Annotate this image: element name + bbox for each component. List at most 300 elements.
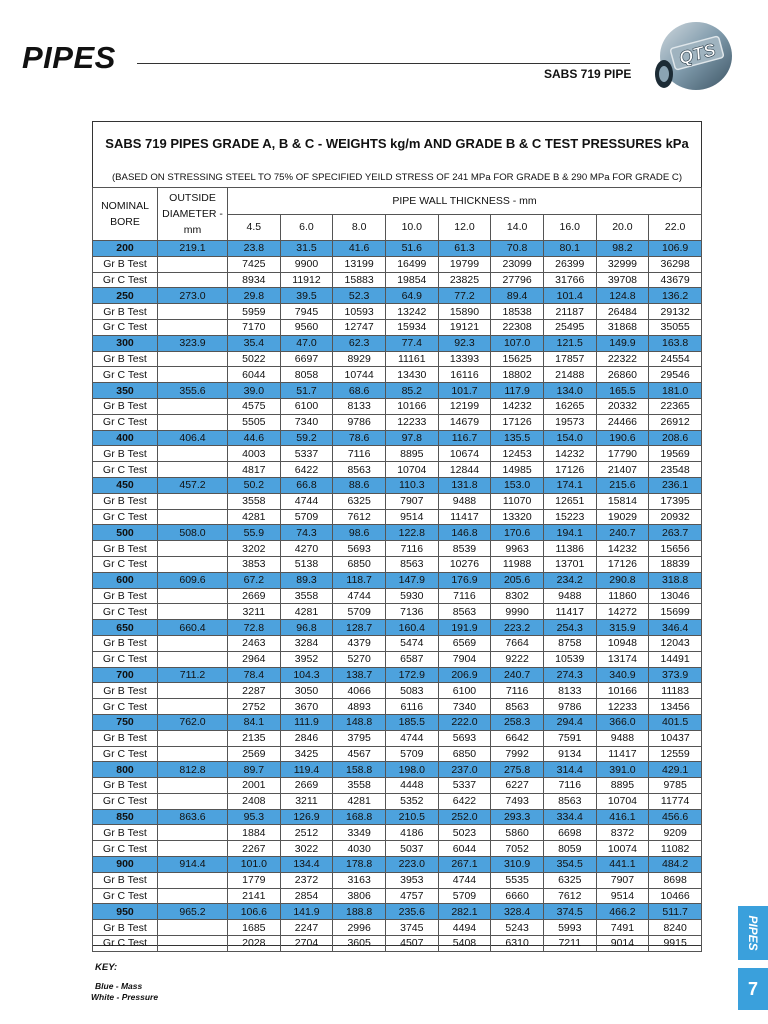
pressure-cell: 10948: [596, 635, 649, 651]
row-label-cell: Gr B Test: [93, 351, 158, 367]
mass-cell: 134.4: [280, 857, 333, 873]
mass-row: [93, 335, 702, 351]
mass-cell: 235.6: [385, 904, 438, 920]
mass-row: [93, 477, 702, 493]
pressure-cell: 2141: [228, 888, 281, 904]
empty-cell: [158, 746, 228, 762]
pressure-cell: 35055: [649, 319, 702, 335]
pressure-cell: 2287: [228, 683, 281, 699]
pressure-cell: 15883: [333, 272, 386, 288]
pressure-cell: 8302: [491, 588, 544, 604]
mass-row: [93, 904, 702, 920]
pressure-cell: 5037: [385, 841, 438, 857]
page-number: 7: [738, 968, 768, 1010]
mass-cell: 62.3: [333, 335, 386, 351]
pressure-cell: 1779: [228, 872, 281, 888]
mass-cell: 84.1: [228, 714, 281, 730]
thickness-header: 22.0: [649, 214, 702, 241]
mass-cell: 146.8: [438, 525, 491, 541]
mass-cell: 252.0: [438, 809, 491, 825]
pressure-cell: 11774: [649, 793, 702, 809]
pressure-cell: 8563: [543, 793, 596, 809]
nominal-bore-cell: 850: [93, 809, 158, 825]
pressure-cell: 5270: [333, 651, 386, 667]
grade-b-test-row: [93, 920, 702, 936]
pressure-cell: 13174: [596, 651, 649, 667]
empty-cell: [158, 304, 228, 320]
pressure-cell: 15890: [438, 304, 491, 320]
row-label-cell: Gr B Test: [93, 493, 158, 509]
pressure-cell: 3022: [280, 841, 333, 857]
pressure-cell: 7491: [596, 920, 649, 936]
mass-cell: 52.3: [333, 288, 386, 304]
thickness-header: 20.0: [596, 214, 649, 241]
mass-cell: 340.9: [596, 667, 649, 683]
mass-cell: 190.6: [596, 430, 649, 446]
header-nominal-bore: NOMINAL BORE: [93, 188, 158, 241]
mass-cell: 67.2: [228, 572, 281, 588]
pressure-cell: 12559: [649, 746, 702, 762]
pressure-cell: 3745: [385, 920, 438, 936]
pressure-cell: 5709: [333, 604, 386, 620]
mass-cell: 77.4: [385, 335, 438, 351]
mass-cell: 88.6: [333, 477, 386, 493]
mass-row: [93, 809, 702, 825]
pressure-cell: 4744: [438, 872, 491, 888]
mass-cell: 176.9: [438, 572, 491, 588]
mass-cell: 456.6: [649, 809, 702, 825]
mass-cell: 263.7: [649, 525, 702, 541]
pressure-cell: 2372: [280, 872, 333, 888]
mass-cell: 170.6: [491, 525, 544, 541]
row-label-cell: Gr C Test: [93, 414, 158, 430]
empty-cell: [158, 604, 228, 620]
pressure-cell: 9786: [543, 699, 596, 715]
mass-cell: 134.0: [543, 383, 596, 399]
pressure-cell: 4281: [228, 509, 281, 525]
pressure-cell: 13242: [385, 304, 438, 320]
empty-cell: [158, 683, 228, 699]
mass-cell: 64.9: [385, 288, 438, 304]
pressure-cell: 16265: [543, 398, 596, 414]
pressure-cell: 10704: [596, 793, 649, 809]
pressure-cell: 6325: [333, 493, 386, 509]
pressure-cell: 7170: [228, 319, 281, 335]
pressure-cell: 9014: [596, 936, 649, 952]
pressure-cell: 7136: [385, 604, 438, 620]
grade-b-test-row: [93, 825, 702, 841]
empty-cell: [158, 841, 228, 857]
thickness-header: 4.5: [228, 214, 281, 241]
pressure-cell: 27796: [491, 272, 544, 288]
pressure-cell: 2846: [280, 730, 333, 746]
pressure-cell: 9222: [491, 651, 544, 667]
pressure-cell: 39708: [596, 272, 649, 288]
mass-cell: 78.4: [228, 667, 281, 683]
pressure-cell: 3202: [228, 541, 281, 557]
mass-cell: 154.0: [543, 430, 596, 446]
empty-cell: [158, 730, 228, 746]
pressure-cell: 18538: [491, 304, 544, 320]
row-label-cell: Gr B Test: [93, 778, 158, 794]
pressure-cell: 10276: [438, 556, 491, 572]
pressure-cell: 9990: [491, 604, 544, 620]
nominal-bore-cell: 800: [93, 762, 158, 778]
pressure-cell: 7052: [491, 841, 544, 857]
nominal-bore-cell: 650: [93, 620, 158, 636]
row-label-cell: Gr C Test: [93, 699, 158, 715]
section-label: SABS 719 PIPE: [544, 67, 632, 81]
pressure-cell: 31766: [543, 272, 596, 288]
pressure-cell: 17395: [649, 493, 702, 509]
empty-cell: [158, 778, 228, 794]
mass-cell: 119.4: [280, 762, 333, 778]
pipe-table: [92, 187, 702, 952]
pressure-cell: 6116: [385, 699, 438, 715]
pressure-cell: 5993: [543, 920, 596, 936]
mass-cell: 23.8: [228, 241, 281, 257]
mass-cell: 290.8: [596, 572, 649, 588]
pressure-cell: 5408: [438, 936, 491, 952]
grade-c-test-row: [93, 367, 702, 383]
pressure-cell: 18802: [491, 367, 544, 383]
grade-b-test-row: [93, 588, 702, 604]
nominal-bore-cell: 950: [93, 904, 158, 920]
pressure-cell: 7340: [438, 699, 491, 715]
pressure-cell: 20332: [596, 398, 649, 414]
pressure-cell: 10539: [543, 651, 596, 667]
pressure-cell: 10437: [649, 730, 702, 746]
outside-diameter-cell: 965.2: [158, 904, 228, 920]
mass-cell: 223.2: [491, 620, 544, 636]
pressure-cell: 15223: [543, 509, 596, 525]
row-label-cell: Gr B Test: [93, 446, 158, 462]
mass-cell: 80.1: [543, 241, 596, 257]
mass-cell: 160.4: [385, 620, 438, 636]
mass-cell: 181.0: [649, 383, 702, 399]
mass-cell: 194.1: [543, 525, 596, 541]
pressure-cell: 10466: [649, 888, 702, 904]
pressure-cell: 11912: [280, 272, 333, 288]
pressure-cell: 7907: [596, 872, 649, 888]
pressure-cell: 2247: [280, 920, 333, 936]
pressure-cell: 22308: [491, 319, 544, 335]
pressure-cell: 2996: [333, 920, 386, 936]
nominal-bore-cell: 300: [93, 335, 158, 351]
row-label-cell: Gr B Test: [93, 541, 158, 557]
pressure-cell: 26860: [596, 367, 649, 383]
nominal-bore-cell: 400: [93, 430, 158, 446]
pressure-cell: 9514: [385, 509, 438, 525]
mass-cell: 106.6: [228, 904, 281, 920]
pressure-cell: 26912: [649, 414, 702, 430]
outside-diameter-cell: 508.0: [158, 525, 228, 541]
mass-cell: 118.7: [333, 572, 386, 588]
pressure-cell: 3953: [385, 872, 438, 888]
mass-cell: 318.8: [649, 572, 702, 588]
pressure-cell: 5022: [228, 351, 281, 367]
pressure-cell: 4567: [333, 746, 386, 762]
pressure-cell: 8240: [649, 920, 702, 936]
pressure-cell: 1685: [228, 920, 281, 936]
pressure-cell: 4281: [333, 793, 386, 809]
empty-cell: [158, 920, 228, 936]
pressure-cell: 2135: [228, 730, 281, 746]
pressure-cell: 7116: [333, 446, 386, 462]
grade-c-test-row: [93, 888, 702, 904]
pressure-cell: 23099: [491, 256, 544, 272]
outside-diameter-cell: 762.0: [158, 714, 228, 730]
key-blue: Blue - Mass: [95, 981, 143, 991]
nominal-bore-cell: 450: [93, 477, 158, 493]
pressure-cell: 7992: [491, 746, 544, 762]
row-label-cell: Gr C Test: [93, 841, 158, 857]
grade-c-test-row: [93, 651, 702, 667]
mass-cell: 374.5: [543, 904, 596, 920]
mass-cell: 117.9: [491, 383, 544, 399]
empty-cell: [158, 651, 228, 667]
pressure-cell: 8563: [438, 604, 491, 620]
pressure-cell: 9134: [543, 746, 596, 762]
pressure-cell: 7612: [543, 888, 596, 904]
mass-cell: 391.0: [596, 762, 649, 778]
pressure-cell: 7116: [385, 541, 438, 557]
mass-cell: 188.8: [333, 904, 386, 920]
mass-cell: 74.3: [280, 525, 333, 541]
pressure-cell: 3952: [280, 651, 333, 667]
mass-cell: 178.8: [333, 857, 386, 873]
pressure-cell: 6850: [438, 746, 491, 762]
outside-diameter-cell: 457.2: [158, 477, 228, 493]
mass-cell: 59.2: [280, 430, 333, 446]
pressure-cell: 6044: [438, 841, 491, 857]
grade-c-test-row: [93, 556, 702, 572]
mass-cell: 466.2: [596, 904, 649, 920]
pressure-cell: 3605: [333, 936, 386, 952]
row-label-cell: Gr C Test: [93, 509, 158, 525]
mass-cell: 116.7: [438, 430, 491, 446]
mass-cell: 101.0: [228, 857, 281, 873]
mass-cell: 77.2: [438, 288, 491, 304]
thickness-header: 14.0: [491, 214, 544, 241]
mass-cell: 354.5: [543, 857, 596, 873]
row-label-cell: Gr C Test: [93, 604, 158, 620]
pressure-cell: 3349: [333, 825, 386, 841]
mass-row: [93, 762, 702, 778]
pressure-cell: 18839: [649, 556, 702, 572]
empty-cell: [158, 793, 228, 809]
pressure-cell: 3050: [280, 683, 333, 699]
pressure-cell: 8895: [385, 446, 438, 462]
mass-cell: 31.5: [280, 241, 333, 257]
pressure-cell: 3806: [333, 888, 386, 904]
pressure-cell: 9786: [333, 414, 386, 430]
pressure-cell: 9900: [280, 256, 333, 272]
pressure-cell: 23548: [649, 462, 702, 478]
mass-cell: 41.6: [333, 241, 386, 257]
mass-cell: 70.8: [491, 241, 544, 257]
pressure-cell: 5337: [438, 778, 491, 794]
pressure-cell: 5709: [385, 746, 438, 762]
pressure-cell: 11161: [385, 351, 438, 367]
row-label-cell: Gr C Test: [93, 319, 158, 335]
pressure-cell: 9785: [649, 778, 702, 794]
empty-cell: [158, 699, 228, 715]
pressure-cell: 2964: [228, 651, 281, 667]
mass-cell: 141.9: [280, 904, 333, 920]
mass-cell: 89.7: [228, 762, 281, 778]
pressure-cell: 12233: [596, 699, 649, 715]
pressure-cell: 24554: [649, 351, 702, 367]
mass-row: [93, 430, 702, 446]
pressure-cell: 8758: [543, 635, 596, 651]
grade-b-test-row: [93, 398, 702, 414]
pressure-cell: 12233: [385, 414, 438, 430]
pressure-cell: 26484: [596, 304, 649, 320]
pressure-cell: 5352: [385, 793, 438, 809]
pressure-cell: 9488: [543, 588, 596, 604]
mass-cell: 172.9: [385, 667, 438, 683]
pressure-cell: 3211: [280, 793, 333, 809]
pressure-cell: 5693: [438, 730, 491, 746]
key-white: White - Pressure: [91, 992, 159, 1002]
empty-cell: [158, 509, 228, 525]
row-label-cell: Gr C Test: [93, 888, 158, 904]
pressure-cell: 19569: [649, 446, 702, 462]
outside-diameter-cell: 711.2: [158, 667, 228, 683]
nominal-bore-cell: 600: [93, 572, 158, 588]
pressure-cell: 2854: [280, 888, 333, 904]
pressure-cell: 4744: [280, 493, 333, 509]
outside-diameter-cell: 914.4: [158, 857, 228, 873]
pressure-cell: 8133: [543, 683, 596, 699]
mass-row: [93, 241, 702, 257]
pressure-cell: 17857: [543, 351, 596, 367]
mass-cell: 55.9: [228, 525, 281, 541]
pressure-cell: 1884: [228, 825, 281, 841]
grade-b-test-row: [93, 256, 702, 272]
mass-cell: 258.3: [491, 714, 544, 730]
empty-cell: [158, 256, 228, 272]
pressure-cell: 10744: [333, 367, 386, 383]
mass-cell: 72.8: [228, 620, 281, 636]
empty-cell: [158, 556, 228, 572]
grade-b-test-row: [93, 541, 702, 557]
pressure-cell: 9560: [280, 319, 333, 335]
empty-cell: [158, 414, 228, 430]
pressure-cell: 4494: [438, 920, 491, 936]
mass-cell: 236.1: [649, 477, 702, 493]
mass-cell: 68.6: [333, 383, 386, 399]
mass-row: [93, 620, 702, 636]
pressure-cell: 4744: [333, 588, 386, 604]
pressure-cell: 17126: [543, 462, 596, 478]
pressure-cell: 4066: [333, 683, 386, 699]
outside-diameter-cell: 219.1: [158, 241, 228, 257]
pressure-cell: 22322: [596, 351, 649, 367]
pressure-cell: 6100: [438, 683, 491, 699]
pressure-cell: 5860: [491, 825, 544, 841]
pressure-cell: 9209: [649, 825, 702, 841]
mass-cell: 39.0: [228, 383, 281, 399]
pressure-cell: 2569: [228, 746, 281, 762]
pressure-cell: 11417: [543, 604, 596, 620]
grade-b-test-row: [93, 493, 702, 509]
pressure-cell: 5243: [491, 920, 544, 936]
company-logo: [650, 12, 738, 98]
mass-row: [93, 525, 702, 541]
outside-diameter-cell: 406.4: [158, 430, 228, 446]
pressure-cell: 16116: [438, 367, 491, 383]
pressure-cell: 5023: [438, 825, 491, 841]
mass-cell: 89.3: [280, 572, 333, 588]
header-wall-thickness: PIPE WALL THICKNESS - mm: [228, 188, 702, 215]
pressure-cell: 4030: [333, 841, 386, 857]
pressure-cell: 17126: [491, 414, 544, 430]
mass-cell: 208.6: [649, 430, 702, 446]
pressure-cell: 5535: [491, 872, 544, 888]
pressure-cell: 7945: [280, 304, 333, 320]
pressure-cell: 15656: [649, 541, 702, 557]
pressure-cell: 6422: [280, 462, 333, 478]
row-label-cell: Gr C Test: [93, 556, 158, 572]
mass-row: [93, 572, 702, 588]
pressure-cell: 5930: [385, 588, 438, 604]
mass-row: [93, 857, 702, 873]
thickness-header: 6.0: [280, 214, 333, 241]
grade-b-test-row: [93, 872, 702, 888]
grade-c-test-row: [93, 604, 702, 620]
nominal-bore-cell: 350: [93, 383, 158, 399]
pressure-cell: 8372: [596, 825, 649, 841]
pressure-cell: 2463: [228, 635, 281, 651]
pressure-cell: 12844: [438, 462, 491, 478]
mass-cell: 147.9: [385, 572, 438, 588]
mass-cell: 51.6: [385, 241, 438, 257]
mass-cell: 61.3: [438, 241, 491, 257]
row-label-cell: Gr B Test: [93, 825, 158, 841]
pressure-cell: 6422: [438, 793, 491, 809]
pressure-cell: 5337: [280, 446, 333, 462]
grade-b-test-row: [93, 446, 702, 462]
thickness-header: 10.0: [385, 214, 438, 241]
mass-cell: 131.8: [438, 477, 491, 493]
pressure-cell: 6569: [438, 635, 491, 651]
row-label-cell: Gr C Test: [93, 367, 158, 383]
pressure-cell: 3211: [228, 604, 281, 620]
empty-cell: [158, 825, 228, 841]
row-label-cell: Gr B Test: [93, 872, 158, 888]
outside-diameter-cell: 660.4: [158, 620, 228, 636]
pressure-cell: 14232: [491, 398, 544, 414]
mass-cell: 50.2: [228, 477, 281, 493]
row-label-cell: Gr C Test: [93, 462, 158, 478]
grade-c-test-row: [93, 462, 702, 478]
pressure-cell: 9488: [438, 493, 491, 509]
outside-diameter-cell: 609.6: [158, 572, 228, 588]
grade-c-test-row: [93, 414, 702, 430]
grade-c-test-row: [93, 699, 702, 715]
pressure-cell: 8563: [491, 699, 544, 715]
mass-cell: 47.0: [280, 335, 333, 351]
row-label-cell: Gr C Test: [93, 272, 158, 288]
pressure-cell: 4281: [280, 604, 333, 620]
pressure-cell: 8539: [438, 541, 491, 557]
mass-row: [93, 288, 702, 304]
row-label-cell: Gr B Test: [93, 920, 158, 936]
mass-cell: 97.8: [385, 430, 438, 446]
grade-c-test-row: [93, 319, 702, 335]
